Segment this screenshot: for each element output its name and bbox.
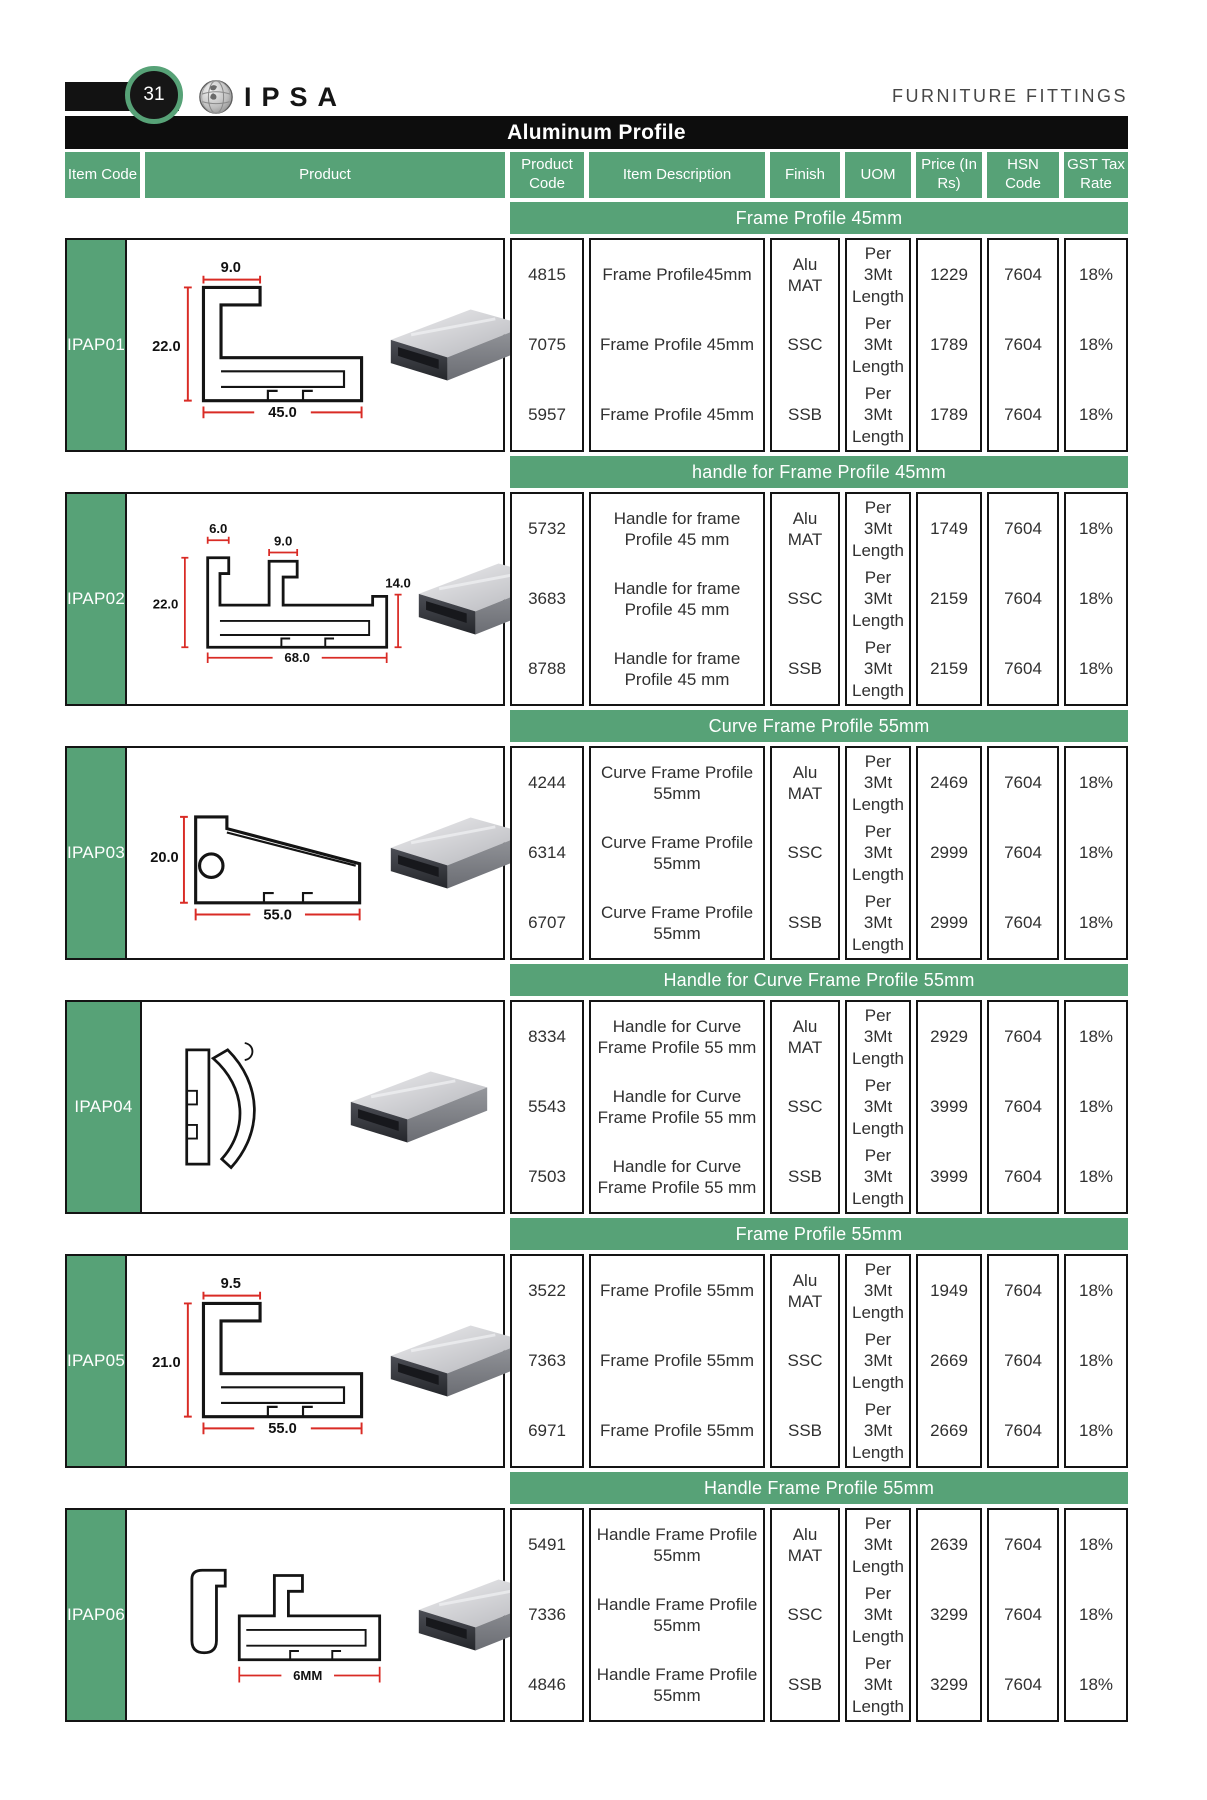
column-header-finish: Finish	[770, 152, 840, 198]
hsn-code: 7604	[1004, 1351, 1042, 1371]
page-header	[65, 78, 1128, 118]
item-description: Handle Frame Profile 55mm	[596, 1594, 758, 1635]
uom: Per 3Mt Length	[852, 384, 904, 446]
price: 2669	[930, 1351, 968, 1371]
section-block-ipap05	[65, 1254, 1128, 1468]
finish: SSC	[787, 1097, 823, 1117]
item-description: Frame Profile 55mm	[600, 1351, 754, 1371]
uom: Per 3Mt Length	[852, 752, 904, 814]
product-code: 3522	[528, 1281, 566, 1301]
price-column	[916, 238, 982, 452]
product-cell	[127, 748, 543, 958]
profile-drawing	[141, 1270, 385, 1452]
product-code: 4846	[528, 1675, 566, 1695]
brand-logo	[197, 78, 347, 116]
dimension-label: 55.0	[263, 907, 293, 924]
product-code: 6971	[528, 1421, 566, 1441]
gst-rate: 18%	[1078, 1281, 1114, 1301]
finish: SSC	[787, 1605, 823, 1625]
gst-rate: 18%	[1078, 519, 1114, 539]
section-header-curve-frame-55: Curve Frame Profile 55mm	[510, 710, 1128, 742]
hsn-code: 7604	[1004, 659, 1042, 679]
uom: Per 3Mt Length	[852, 892, 904, 954]
hsn-code: 7604	[1004, 1535, 1042, 1555]
item-description: Handle for frame Profile 45 mm	[613, 578, 741, 619]
dimension-label: 9.0	[274, 533, 293, 549]
table-title-bar	[65, 116, 1128, 149]
price-column	[916, 492, 982, 706]
price: 3299	[930, 1605, 968, 1625]
item-description: Handle for frame Profile 45 mm	[613, 648, 741, 689]
item-description: Handle for frame Profile 45 mm	[613, 508, 741, 549]
table-title: Aluminum Profile	[507, 120, 686, 144]
gst-column	[1064, 1000, 1128, 1214]
gst-rate: 18%	[1078, 1421, 1114, 1441]
profile-photo	[345, 1064, 493, 1150]
product-code: 7075	[528, 335, 566, 355]
uom-column	[845, 1000, 911, 1214]
section-block-ipap03	[65, 746, 1128, 960]
product-code-column	[510, 238, 584, 452]
hsn-code: 7604	[1004, 1421, 1042, 1441]
item-description: Handle for Curve Frame Profile 55 mm	[597, 1016, 757, 1057]
dimension-label: 6MM	[293, 1667, 323, 1683]
uom: Per 3Mt Length	[852, 1146, 904, 1208]
uom-column	[845, 746, 911, 960]
item-description: Curve Frame Profile 55mm	[600, 832, 754, 873]
section-block-ipap02	[65, 492, 1128, 706]
price: 2929	[930, 1027, 968, 1047]
hsn-code: 7604	[1004, 1675, 1042, 1695]
description-column	[589, 1508, 765, 1722]
finish: SSB	[787, 1167, 823, 1187]
uom-column	[845, 1254, 911, 1468]
price-column	[916, 746, 982, 960]
gst-rate: 18%	[1078, 843, 1114, 863]
column-header-price: Price (In Rs)	[916, 152, 982, 198]
uom: Per 3Mt Length	[852, 1330, 904, 1392]
finish: Alu MAT	[787, 1016, 823, 1057]
description-column	[589, 238, 765, 452]
gst-rate: 18%	[1078, 1167, 1114, 1187]
finish: SSC	[787, 843, 823, 863]
description-column	[589, 492, 765, 706]
price: 2469	[930, 773, 968, 793]
hsn-code: 7604	[1004, 843, 1042, 863]
catalog-sections	[65, 198, 1128, 1722]
uom: Per 3Mt Length	[852, 498, 904, 560]
product-code: 8788	[528, 659, 566, 679]
price: 2669	[930, 1421, 968, 1441]
description-column	[589, 1000, 765, 1214]
price: 1789	[930, 405, 968, 425]
price-column	[916, 1254, 982, 1468]
finish: SSB	[787, 659, 823, 679]
dimension-label: 22.0	[152, 338, 181, 355]
gst-column	[1064, 1254, 1128, 1468]
item-code-cell: IPAP03	[67, 748, 127, 958]
price: 1229	[930, 265, 968, 285]
hsn-column	[987, 1000, 1059, 1214]
uom-column	[845, 238, 911, 452]
item-description: Curve Frame Profile 55mm	[600, 902, 754, 943]
section-header-handle-curve-55: Handle for Curve Frame Profile 55mm	[510, 964, 1128, 996]
price: 1949	[930, 1281, 968, 1301]
profile-drawing	[141, 762, 385, 944]
item-description: Frame Profile 55mm	[600, 1281, 754, 1301]
hsn-code: 7604	[1004, 589, 1042, 609]
product-code: 4244	[528, 773, 566, 793]
gst-column	[1064, 238, 1128, 452]
globe-icon	[197, 78, 235, 116]
item-code-cell: IPAP04	[67, 1002, 142, 1212]
item-code-cell: IPAP05	[67, 1256, 127, 1466]
description-column	[589, 1254, 765, 1468]
hsn-code: 7604	[1004, 1097, 1042, 1117]
hsn-column	[987, 1254, 1059, 1468]
finish: SSC	[787, 1351, 823, 1371]
uom: Per 3Mt Length	[852, 638, 904, 700]
item-description: Frame Profile45mm	[602, 265, 752, 285]
gst-rate: 18%	[1078, 335, 1114, 355]
gst-column	[1064, 746, 1128, 960]
gst-rate: 18%	[1078, 1097, 1114, 1117]
finish: SSC	[787, 335, 823, 355]
profile-drawing	[141, 508, 413, 690]
finish-column	[770, 1254, 840, 1468]
dimension-label: 22.0	[152, 596, 179, 612]
item-description: Handle for Curve Frame Profile 55 mm	[597, 1156, 757, 1197]
dimension-label: 14.0	[385, 575, 412, 591]
section-header-frame-profile-55: Frame Profile 55mm	[510, 1218, 1128, 1250]
price: 2999	[930, 843, 968, 863]
price: 2159	[930, 589, 968, 609]
finish-column	[770, 238, 840, 452]
gst-rate: 18%	[1078, 1027, 1114, 1047]
price-column	[916, 1508, 982, 1722]
product-code: 7336	[528, 1605, 566, 1625]
section-block-ipap04	[65, 1000, 1128, 1214]
hsn-code: 7604	[1004, 1167, 1042, 1187]
hsn-column	[987, 746, 1059, 960]
column-header-item-code: Item Code	[65, 152, 140, 198]
item-description: Handle Frame Profile 55mm	[596, 1664, 758, 1705]
hsn-column	[987, 1508, 1059, 1722]
price-column	[916, 1000, 982, 1214]
section-header-frame-profile-45: Frame Profile 45mm	[510, 202, 1128, 234]
finish: SSC	[787, 589, 823, 609]
price: 3999	[930, 1167, 968, 1187]
profile-drawing	[141, 1524, 413, 1706]
gst-rate: 18%	[1078, 659, 1114, 679]
uom: Per 3Mt Length	[852, 1654, 904, 1716]
finish: SSB	[787, 913, 823, 933]
product-code: 6314	[528, 843, 566, 863]
gst-rate: 18%	[1078, 1351, 1114, 1371]
finish: Alu MAT	[787, 254, 823, 295]
hsn-code: 7604	[1004, 265, 1042, 285]
finish: Alu MAT	[787, 1524, 823, 1565]
uom: Per 3Mt Length	[852, 568, 904, 630]
price: 3299	[930, 1675, 968, 1695]
column-header-row	[65, 152, 1128, 198]
column-header-gst: GST Tax Rate	[1064, 152, 1128, 198]
product-code: 7503	[528, 1167, 566, 1187]
item-description: Curve Frame Profile 55mm	[600, 762, 754, 803]
profile-drawing	[156, 1016, 284, 1198]
item-code-cell: IPAP01	[67, 240, 127, 450]
price: 1789	[930, 335, 968, 355]
gst-rate: 18%	[1078, 1605, 1114, 1625]
page-number-badge	[125, 66, 183, 124]
product-code-column	[510, 492, 584, 706]
price: 1749	[930, 519, 968, 539]
description-column	[589, 746, 765, 960]
dimension-label: 9.0	[220, 259, 242, 276]
brand-name: IPSA	[244, 81, 348, 112]
hsn-code: 7604	[1004, 1027, 1042, 1047]
gst-rate: 18%	[1078, 1675, 1114, 1695]
hsn-code: 7604	[1004, 1605, 1042, 1625]
item-description: Frame Profile 45mm	[600, 335, 754, 355]
uom: Per 3Mt Length	[852, 1076, 904, 1138]
item-description: Handle for Curve Frame Profile 55 mm	[597, 1086, 757, 1127]
price: 3999	[930, 1097, 968, 1117]
section-block-ipap06	[65, 1508, 1128, 1722]
product-code: 3683	[528, 589, 566, 609]
page-number: 31	[143, 84, 165, 105]
product-code: 6707	[528, 913, 566, 933]
dimension-label: 45.0	[268, 405, 297, 422]
finish: Alu MAT	[787, 1270, 823, 1311]
hsn-code: 7604	[1004, 913, 1042, 933]
product-cell	[127, 1256, 543, 1466]
hsn-column	[987, 238, 1059, 452]
hsn-code: 7604	[1004, 773, 1042, 793]
dimension-label: 55.0	[268, 1421, 297, 1438]
item-description: Frame Profile 55mm	[600, 1421, 754, 1441]
price: 2639	[930, 1535, 968, 1555]
price: 2999	[930, 913, 968, 933]
hsn-code: 7604	[1004, 405, 1042, 425]
finish-column	[770, 1000, 840, 1214]
dimension-label: 68.0	[284, 650, 311, 666]
finish-column	[770, 492, 840, 706]
item-description: Handle Frame Profile 55mm	[596, 1524, 758, 1565]
gst-column	[1064, 1508, 1128, 1722]
gst-rate: 18%	[1078, 265, 1114, 285]
column-header-hsn: HSN Code	[987, 152, 1059, 198]
hsn-code: 7604	[1004, 335, 1042, 355]
finish-column	[770, 1508, 840, 1722]
gst-rate: 18%	[1078, 913, 1114, 933]
column-header-product: Product	[145, 152, 505, 198]
uom: Per 3Mt Length	[852, 244, 904, 306]
profile-drawing	[141, 254, 385, 436]
product-code-column	[510, 1254, 584, 1468]
product-code-column	[510, 1000, 584, 1214]
column-header-description: Item Description	[589, 152, 765, 198]
uom: Per 3Mt Length	[852, 1514, 904, 1576]
finish: SSB	[787, 1675, 823, 1695]
gst-rate: 18%	[1078, 589, 1114, 609]
dimension-label: 9.5	[220, 1275, 242, 1292]
product-code: 4815	[528, 265, 566, 285]
uom: Per 3Mt Length	[852, 1584, 904, 1646]
item-description: Frame Profile 45mm	[600, 405, 754, 425]
finish: Alu MAT	[787, 508, 823, 549]
finish: SSB	[787, 405, 823, 425]
product-code: 5543	[528, 1097, 566, 1117]
product-code: 7363	[528, 1351, 566, 1371]
uom: Per 3Mt Length	[852, 1260, 904, 1322]
gst-column	[1064, 492, 1128, 706]
product-cell	[127, 494, 571, 704]
gst-rate: 18%	[1078, 773, 1114, 793]
product-code: 5957	[528, 405, 566, 425]
uom: Per 3Mt Length	[852, 1400, 904, 1462]
product-cell	[142, 1002, 503, 1212]
product-code: 8334	[528, 1027, 566, 1047]
uom-column	[845, 492, 911, 706]
product-code-column	[510, 746, 584, 960]
section-header-handle-frame-55: Handle Frame Profile 55mm	[510, 1472, 1128, 1504]
hsn-column	[987, 492, 1059, 706]
column-header-uom: UOM	[845, 152, 911, 198]
item-code-cell: IPAP06	[67, 1510, 127, 1720]
product-code: 5732	[528, 519, 566, 539]
hsn-code: 7604	[1004, 1281, 1042, 1301]
header-category: FURNITURE FITTINGS	[892, 86, 1128, 106]
gst-rate: 18%	[1078, 405, 1114, 425]
finish: Alu MAT	[787, 762, 823, 803]
finish-column	[770, 746, 840, 960]
price: 2159	[930, 659, 968, 679]
product-cell	[127, 1510, 571, 1720]
uom: Per 3Mt Length	[852, 1006, 904, 1068]
uom: Per 3Mt Length	[852, 822, 904, 884]
product-cell	[127, 240, 543, 450]
product-code-column	[510, 1508, 584, 1722]
section-block-ipap01	[65, 238, 1128, 452]
uom-column	[845, 1508, 911, 1722]
gst-rate: 18%	[1078, 1535, 1114, 1555]
section-header-handle-frame-45: handle for Frame Profile 45mm	[510, 456, 1128, 488]
dimension-label: 21.0	[152, 1354, 181, 1371]
uom: Per 3Mt Length	[852, 314, 904, 376]
finish: SSB	[787, 1421, 823, 1441]
dimension-label: 6.0	[209, 521, 228, 537]
product-code: 5491	[528, 1535, 566, 1555]
hsn-code: 7604	[1004, 519, 1042, 539]
dimension-label: 20.0	[150, 849, 179, 866]
item-code-cell: IPAP02	[67, 494, 127, 704]
column-header-product-code: Product Code	[510, 152, 584, 198]
